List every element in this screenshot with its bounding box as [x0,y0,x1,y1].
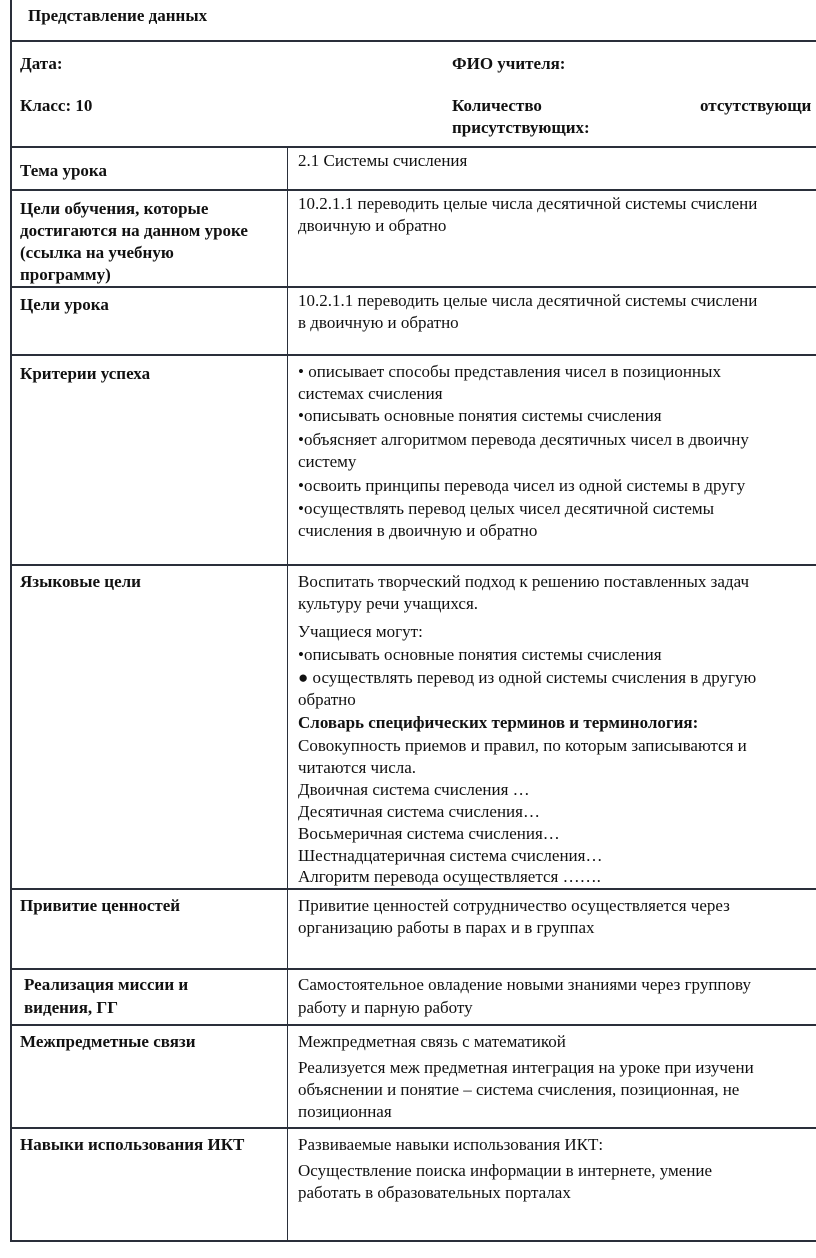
learning-goals-label: достигаются на данном уроке [20,221,248,240]
absent-label: отсутствующи [700,96,812,115]
learning-goals-label: (ссылка на учебную [20,243,174,262]
values-label: Привитие ценностей [20,896,181,915]
interdisciplinary-first: Межпредметная связь с математикой [298,1032,566,1051]
vocab-line: Шестнадцатеричная система счисления… [298,846,603,865]
divider [10,968,816,970]
vocab-line: Восьмеричная система счисления… [298,824,560,843]
can-line: обратно [298,690,356,709]
date-label: Дата: [20,54,63,73]
interdisciplinary-line: позиционная [298,1102,392,1121]
vocab-line: читаются числа. [298,758,417,777]
mission-value: работу и парную работу [298,998,473,1017]
vocab-line: Алгоритм перевода осуществляется ……. [298,867,601,886]
ict-label: Навыки использования ИКТ [20,1135,245,1154]
criteria-line: •описывать основные понятия системы счисления [298,406,662,425]
topic-value: 2.1 Системы счисления [298,151,468,170]
topic-label: Тема урока [20,161,107,180]
lesson-goals-value: 10.2.1.1 переводить целые числа десятичной системы счислени [298,291,758,310]
divider [10,189,816,191]
learning-goals-label: программу) [20,265,111,284]
present-label: присутствующих: [452,118,590,137]
learning-goals-value: двоичную и обратно [298,216,447,235]
students-can-label: Учащиеся могут: [298,622,423,641]
lesson-goals-value: в двоичную и обратно [298,313,459,332]
vocab-title: Словарь специфических терминов и терминология: [298,713,699,732]
criteria-line: счисления в двоичную и обратно [298,521,538,540]
criteria-line: системах счисления [298,384,443,403]
ict-line: работать в образовательных порталах [298,1183,571,1202]
divider [10,888,816,890]
can-line: •описывать основные понятия системы счисления [298,645,662,664]
lesson-goals-label: Цели урока [20,295,109,314]
teacher-label: ФИО учителя: [452,54,566,73]
values-value: Привитие ценностей сотрудничество осуществляется через [298,896,730,915]
ict-first: Развиваемые навыки использования ИКТ: [298,1135,604,1154]
success-criteria-label: Критерии успеха [20,364,151,383]
column-divider [287,146,288,1240]
divider [10,40,816,42]
page-title: Представление данных [28,6,208,25]
can-line: ● осуществлять перевод из одной системы счисления в другую [298,668,757,687]
criteria-line: •освоить принципы перевода чисел из одной системы в другу [298,476,746,495]
divider [10,146,816,148]
interdisciplinary-line: Реализуется меж предметная интеграция на уроке при изучени [298,1058,754,1077]
criteria-line: систему [298,452,357,471]
divider [10,286,816,288]
divider [10,354,816,356]
vocab-line: Совокупность приемов и правил, по которым записываются и [298,736,747,755]
divider [10,1024,816,1026]
learning-goals-value: 10.2.1.1 переводить целые числа десятичной системы счислени [298,194,758,213]
mission-label: видения, ГГ [24,998,119,1017]
criteria-line: •осуществлять перевод целых чисел десятичной системы [298,499,715,518]
learning-goals-label: Цели обучения, которые [20,199,209,218]
mission-label: Реализация миссии и [24,975,189,994]
language-goals-intro: Воспитать творческий подход к решению поставленных задач [298,572,749,591]
ict-line: Осуществление поиска информации в интернете, умение [298,1161,713,1180]
criteria-line: • описывает способы представления чисел в позиционных [298,362,721,381]
interdisciplinary-label: Межпредметные связи [20,1032,196,1051]
language-goals-label: Языковые цели [20,572,141,591]
divider [10,1127,816,1129]
language-goals-intro: культуру речи учащихся. [298,594,479,613]
values-value: организацию работы в парах и в группах [298,918,595,937]
mission-value: Самостоятельное овладение новыми знаниями через группову [298,975,751,994]
criteria-line: •объясняет алгоритмом перевода десятичных чисел в двоичну [298,430,749,449]
interdisciplinary-line: объяснении и понятие – система счисления, позиционная, не [298,1080,740,1099]
vocab-line: Десятичная система счисления… [298,802,540,821]
vocab-line: Двоичная система счисления … [298,780,530,799]
count-label: Количество [452,96,542,115]
divider [10,564,816,566]
class-label: Класс: 10 [20,96,93,115]
